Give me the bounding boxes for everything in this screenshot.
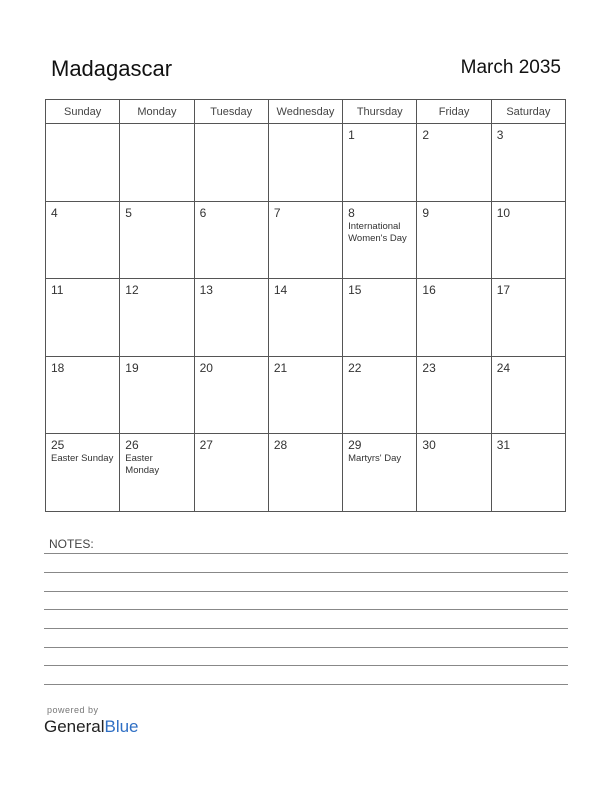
day-cell[interactable]: [46, 202, 120, 280]
generalblue-logo[interactable]: [44, 717, 139, 737]
day-number: 3: [496, 128, 504, 142]
note-line: [44, 628, 568, 629]
day-cell[interactable]: [343, 357, 417, 435]
week-row: [46, 202, 566, 280]
day-cell[interactable]: [46, 357, 120, 435]
day-cell[interactable]: [417, 279, 491, 357]
weekday-monday: Monday: [120, 100, 194, 124]
day-cell[interactable]: [46, 434, 120, 512]
day-number: 15: [348, 283, 362, 298]
day-cell[interactable]: [269, 434, 343, 512]
day-cell[interactable]: [417, 434, 491, 512]
note-line: [44, 591, 568, 592]
day-cell[interactable]: [120, 279, 194, 357]
holiday-label: International Women's Day: [348, 220, 407, 244]
day-cell[interactable]: [343, 279, 417, 357]
day-number: 27: [199, 438, 213, 453]
weekday-tuesday: Tuesday: [195, 100, 269, 124]
notes-label: NOTES:: [49, 537, 94, 551]
day-number: 24: [496, 360, 511, 375]
day-number: 13: [199, 283, 213, 298]
weeks-container: [46, 124, 566, 512]
day-cell[interactable]: [269, 279, 343, 357]
day-cell[interactable]: [269, 202, 343, 280]
calendar-country-title: Madagascar: [51, 56, 173, 81]
day-number: 9: [422, 205, 430, 220]
day-number: 17: [496, 283, 511, 298]
holiday-label: Easter Sunday: [51, 453, 114, 465]
calendar-grid: [45, 99, 566, 512]
day-number: 2: [422, 128, 430, 142]
day-number: 29: [348, 438, 362, 453]
day-cell[interactable]: [195, 202, 269, 280]
day-cell[interactable]: [120, 434, 194, 512]
note-line: [44, 647, 568, 648]
logo-general-text: General: [44, 717, 105, 736]
day-cell[interactable]: [195, 279, 269, 357]
day-cell[interactable]: [417, 357, 491, 435]
day-number: 26: [125, 438, 139, 453]
weekday-saturday: Saturday: [492, 100, 566, 124]
powered-by-text: powered by: [47, 705, 99, 715]
day-cell[interactable]: [417, 124, 491, 202]
day-number: 14: [273, 283, 288, 298]
calendar-month-title: March 2035: [460, 57, 561, 78]
day-cell[interactable]: [195, 124, 269, 202]
day-cell[interactable]: [120, 357, 194, 435]
day-cell[interactable]: [417, 202, 491, 280]
day-number: 28: [273, 438, 288, 453]
day-number: 21: [273, 360, 288, 375]
day-number: 20: [199, 360, 213, 375]
day-cell[interactable]: [46, 124, 120, 202]
weekday-wednesday: Wednesday: [269, 100, 343, 124]
day-cell[interactable]: [120, 202, 194, 280]
day-number: 25: [51, 438, 65, 453]
weekday-friday: Friday: [417, 100, 491, 124]
day-number: 6: [199, 205, 207, 220]
day-number: 10: [496, 205, 511, 220]
day-cell[interactable]: [269, 124, 343, 202]
day-number: 5: [125, 205, 132, 220]
day-number: 30: [422, 438, 436, 453]
day-number: 16: [422, 283, 436, 298]
weekday-thursday: Thursday: [343, 100, 417, 124]
day-cell[interactable]: [492, 279, 566, 357]
holiday-label: Easter Monday: [125, 453, 160, 477]
day-cell[interactable]: [492, 124, 566, 202]
day-number: 19: [125, 360, 139, 375]
day-cell[interactable]: [269, 357, 343, 435]
day-cell[interactable]: [492, 202, 566, 280]
weekday-header-row: [46, 100, 566, 124]
day-number: 1: [348, 128, 355, 142]
week-row: [46, 279, 566, 357]
weekday-sunday: Sunday: [46, 100, 120, 124]
logo-blue-text: Blue: [104, 717, 139, 736]
day-number: 31: [496, 438, 511, 453]
week-row: [46, 434, 566, 512]
day-cell[interactable]: [120, 124, 194, 202]
day-cell[interactable]: [343, 434, 417, 512]
day-number: 22: [348, 360, 362, 375]
week-row: [46, 357, 566, 435]
day-cell[interactable]: [343, 202, 417, 280]
day-cell[interactable]: [492, 357, 566, 435]
holiday-label: Martyrs' Day: [348, 453, 402, 465]
note-line: [44, 572, 568, 573]
day-number: 4: [51, 205, 58, 220]
week-row: [46, 124, 566, 202]
note-line: [44, 609, 568, 610]
day-cell[interactable]: [343, 124, 417, 202]
day-number: 23: [422, 360, 436, 375]
day-number: 18: [51, 360, 65, 375]
note-line: [44, 684, 568, 685]
day-cell[interactable]: [46, 279, 120, 357]
day-number: 8: [348, 205, 355, 220]
day-number: 11: [51, 283, 64, 298]
day-number: 7: [273, 205, 281, 220]
day-cell[interactable]: [492, 434, 566, 512]
day-cell[interactable]: [195, 434, 269, 512]
day-number: 12: [125, 283, 139, 298]
note-line: [44, 553, 568, 554]
note-line: [44, 665, 568, 666]
day-cell[interactable]: [195, 357, 269, 435]
